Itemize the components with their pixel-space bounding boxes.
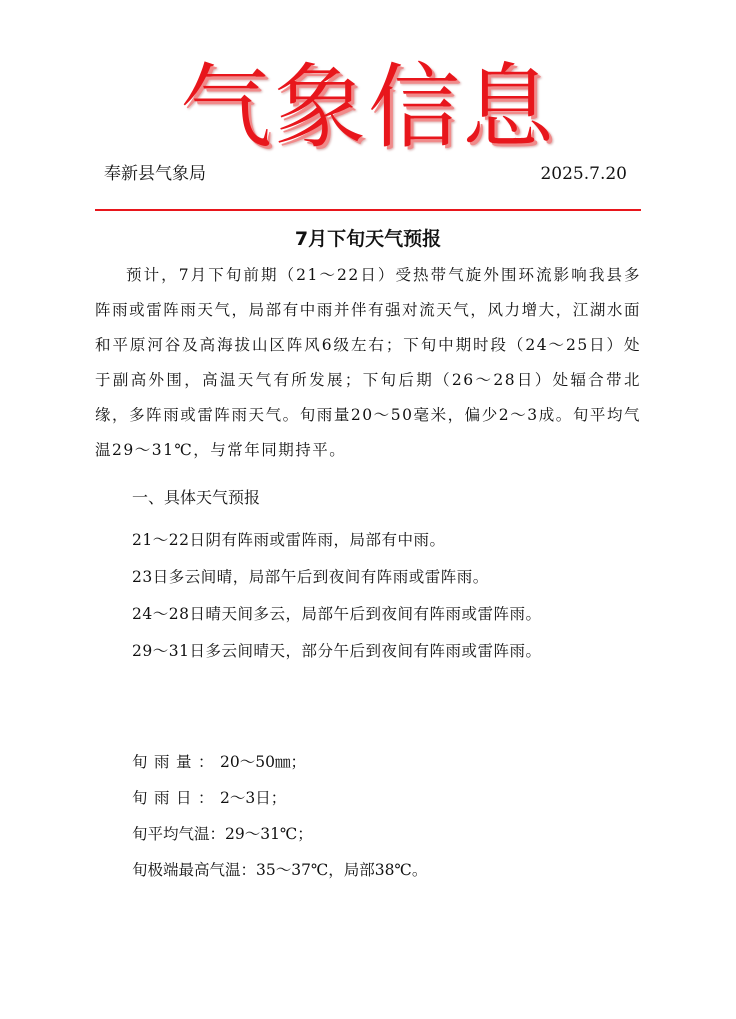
red-divider: [95, 209, 641, 211]
stat-max-temperature: [132, 852, 427, 888]
masthead-title: 气象信息: [179, 54, 556, 161]
stat-mean-temperature: [132, 816, 427, 852]
stat-value: 2～3日；: [220, 789, 287, 807]
issue-date: 2025.7.20: [540, 164, 627, 184]
forecast-summary: 预计，7月下旬前期（21～22日）受热带气旋外围环流影响我县多阵雨或雷阵雨天气，局部有中雨并伴有强对流天气，风力增大，江湖水面和平原河谷及高海拔山区阵风6级左右；下旬中期时段（24～25日）处于副高外围，高温天气有所发展；下旬后期（26～28日）处辐合带北缘，多阵雨或雷阵雨天气。旬雨量20～50毫米，偏少2～3成。旬平均气温29～31℃，与常年同期持平。: [95, 266, 641, 459]
forecast-item: 21～22日阴有阵雨或雷阵雨，局部有中雨。: [132, 531, 446, 549]
stat-value: 35～37℃，局部38℃。: [256, 861, 428, 879]
stat-label: 旬雨量：: [132, 753, 221, 771]
stat-label: 旬极端最高气温：: [132, 861, 257, 879]
stat-label: 旬雨日：: [132, 789, 221, 807]
stat-label: 旬平均气温：: [132, 825, 226, 843]
issuer-name: 奉新县气象局: [104, 164, 206, 184]
forecast-list: [132, 522, 541, 670]
forecast-item: 24～28日晴天间多云，局部午后到夜间有阵雨或雷阵雨。: [132, 605, 542, 623]
stat-value: 29～31℃；: [225, 825, 313, 843]
stat-rain-days: [132, 780, 427, 816]
forecast-item: 23日多云间晴，局部午后到夜间有阵雨或雷阵雨。: [132, 568, 489, 586]
section-heading: 一、具体天气预报: [132, 488, 261, 507]
stat-rainfall: [132, 744, 427, 780]
document-title: 7月下旬天气预报: [294, 228, 442, 250]
stats-list: [132, 744, 427, 888]
forecast-item: 29～31日多云间晴天，部分午后到夜间有阵雨或雷阵雨。: [132, 642, 542, 660]
stat-value: 20～50㎜；: [220, 753, 306, 771]
